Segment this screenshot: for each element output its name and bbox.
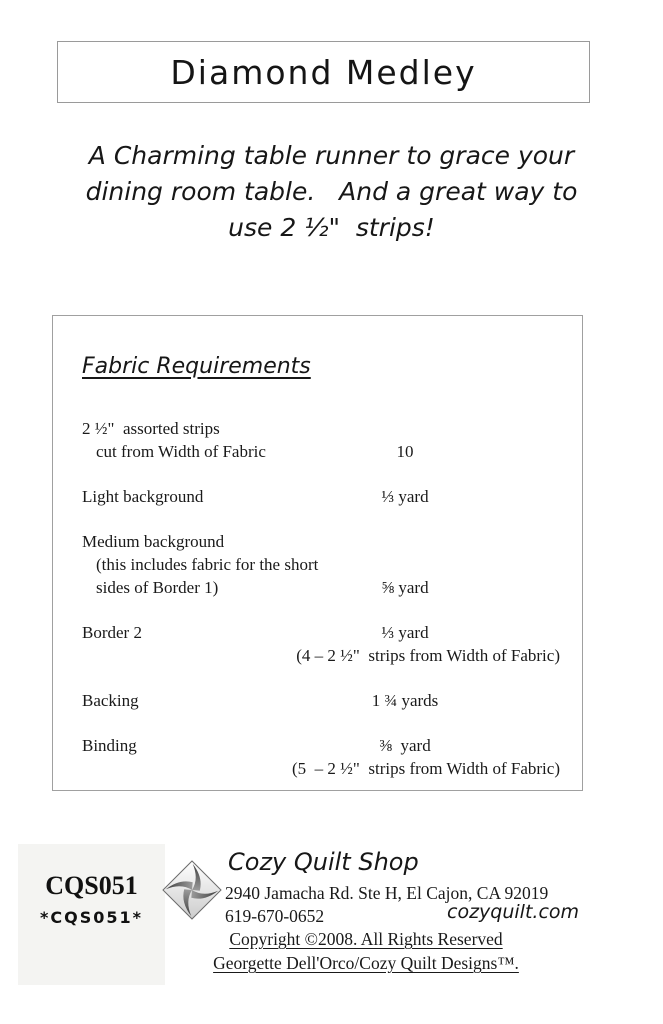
copyright-line: Copyright ©2008. All Rights Reserved [229, 929, 503, 949]
table-row [82, 530, 560, 599]
fabric-requirements-list [82, 417, 560, 780]
table-row [82, 734, 560, 780]
barcode-text: *CQS051* [40, 908, 143, 927]
sku-box [18, 844, 165, 985]
row-label: Border 2 [82, 623, 142, 642]
table-row [82, 621, 560, 667]
page-title: Diamond Medley [170, 52, 477, 92]
row-value: 10 [396, 442, 414, 461]
table-row [82, 485, 560, 508]
fabric-requirements-heading: Fabric Requirements [82, 354, 311, 379]
row-label: Light background [82, 487, 204, 506]
description-line: A Charming table runner to grace your [88, 141, 575, 170]
table-row [82, 689, 560, 712]
row-value: 1 ¾ yards [371, 691, 439, 710]
copyright-line: Georgette Dell'Orco/Cozy Quilt Designs™. [213, 953, 519, 973]
table-row [82, 417, 560, 463]
row-label-continuation: sides of Border 1) [96, 578, 219, 597]
row-note: (4 – 2 ½" strips from Width of Fabric) [296, 646, 560, 665]
pinwheel-logo-icon [160, 858, 224, 922]
description-line: dining room table. And a great way to [85, 177, 578, 206]
description [0, 138, 663, 246]
row-value: ⅓ yard [381, 623, 429, 642]
row-label: 2 ½" assorted strips [82, 419, 220, 438]
row-label: Medium background [82, 532, 225, 551]
shop-website: cozyquilt.com [447, 901, 580, 923]
row-value: ⅜ yard [379, 736, 431, 755]
shop-phone: 619-670-0652 [225, 906, 325, 926]
row-value: ⅝ yard [381, 578, 429, 597]
title-box [57, 41, 590, 103]
row-value: ⅓ yard [381, 487, 429, 506]
row-note: (5 – 2 ½" strips from Width of Fabric) [292, 759, 560, 778]
shop-address: 2940 Jamacha Rd. Ste H, El Cajon, CA 92019 [225, 883, 549, 903]
description-line: use 2 ½" strips! [228, 213, 435, 242]
fabric-requirements-box [52, 315, 583, 791]
row-label: Binding [82, 736, 137, 755]
row-label-continuation: (this includes fabric for the short [96, 555, 319, 574]
row-label: Backing [82, 691, 139, 710]
sku-number: CQS051 [45, 871, 138, 900]
row-label-continuation: cut from Width of Fabric [96, 442, 266, 461]
shop-name: Cozy Quilt Shop [228, 848, 419, 876]
